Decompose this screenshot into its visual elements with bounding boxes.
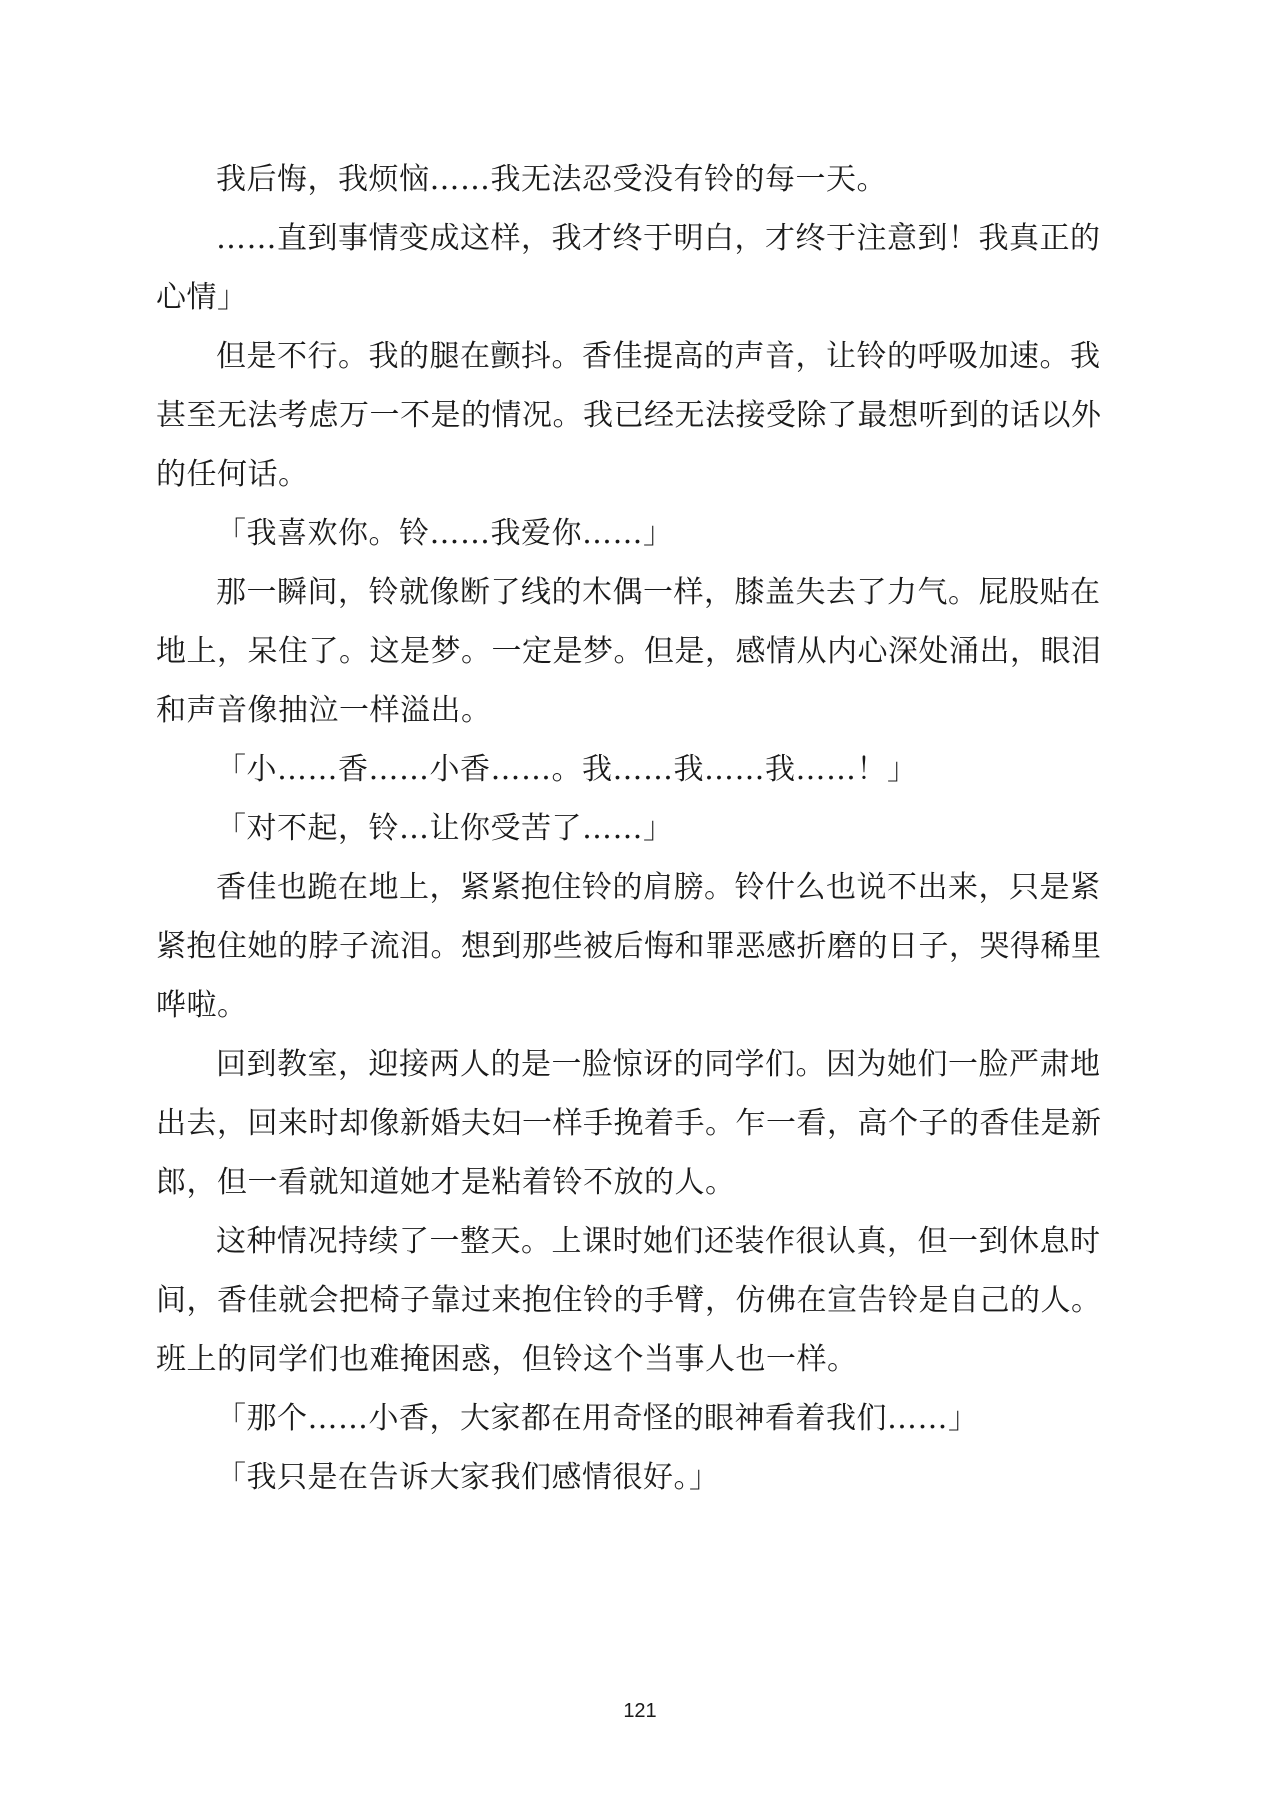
- paragraph: 那一瞬间，铃就像断了线的木偶一样，膝盖失去了力气。屁股贴在地上，呆住了。这是梦。一定是梦。但是，感情从内心深处涌出，眼泪和声音像抽泣一样溢出。: [156, 575, 1102, 728]
- paragraph: ……直到事情变成这样，我才终于明白，才终于注意到！我真正的心情」: [156, 221, 1101, 315]
- paragraph: 我后悔，我烦恼……我无法忍受没有铃的每一天。: [216, 162, 887, 197]
- text-body: [156, 150, 1126, 1507]
- paragraph: 「那个……小香，大家都在用奇怪的眼神看着我们……」: [216, 1401, 979, 1436]
- paragraph: 但是不行。我的腿在颤抖。香佳提高的声音，让铃的呼吸加速。我甚至无法考虑万一不是的情况。我已经无法接受除了最想听到的话以外的任何话。: [156, 339, 1102, 492]
- paragraph: 「我只是在告诉大家我们感情很好。」: [216, 1460, 720, 1495]
- paragraph: 回到教室，迎接两人的是一脸惊讶的同学们。因为她们一脸严肃地出去，回来时却像新婚夫妇一样手挽着手。乍一看，高个子的香佳是新郎，但一看就知道她才是粘着铃不放的人。: [156, 1047, 1102, 1200]
- paragraph: 香佳也跪在地上，紧紧抱住铃的肩膀。铃什么也说不出来，只是紧紧抱住她的脖子流泪。想到那些被后悔和罪恶感折磨的日子，哭得稀里哗啦。: [156, 870, 1102, 1023]
- paragraph: 「我喜欢你。铃……我爱你……」: [216, 516, 674, 551]
- paragraph: 「对不起，铃…让你受苦了……」: [216, 811, 674, 846]
- paragraph: 「小……香……小香……。我……我……我……！」: [216, 752, 918, 787]
- page-number: 121: [623, 1700, 657, 1722]
- paragraph: 这种情况持续了一整天。上课时她们还装作很认真，但一到休息时间，香佳就会把椅子靠过来抱住铃的手臂，仿佛在宣告铃是自己的人。班上的同学们也难掩困惑，但铃这个当事人也一样。: [156, 1224, 1102, 1377]
